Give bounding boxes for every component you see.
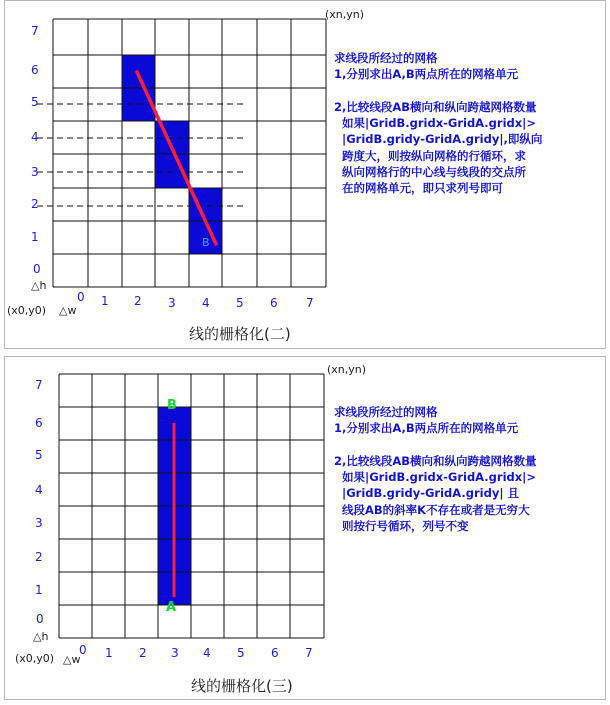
- desc-line: 2,比较线段AB横向和纵向跨越网格数量: [334, 99, 537, 114]
- x-tick-label: 7: [306, 296, 314, 310]
- point-b-label: B: [202, 236, 210, 249]
- description-text: [334, 50, 542, 197]
- y-tick-label: 2: [31, 197, 39, 211]
- y-tick-label: 5: [35, 448, 43, 462]
- delta-w-label: △w: [63, 653, 81, 666]
- x-tick-label: 0: [79, 643, 87, 657]
- desc-line: 求线段所经过的网格: [334, 405, 438, 419]
- desc-line: 线段AB的斜率K不存在或者是无穷大: [334, 502, 530, 517]
- x-tick-label: 1: [105, 646, 113, 660]
- point-b-label: B: [167, 398, 177, 413]
- y-tick-label: 2: [35, 550, 43, 564]
- grid-lines: [53, 19, 326, 287]
- y-tick-label: 3: [31, 165, 39, 179]
- y-tick-label: 3: [35, 516, 43, 530]
- desc-line: 1,分别求出A,B两点所在的网格单元: [334, 67, 519, 82]
- delta-h-label: △h: [33, 630, 49, 643]
- desc-line: 在的网格单元，即只求列号即可: [334, 181, 504, 196]
- x-tick-label: 3: [168, 296, 176, 310]
- desc-line: 跨度大，则按纵向网格的行循环，求: [334, 148, 527, 163]
- caption: 线的栅格化(二): [189, 325, 291, 343]
- x-tick-label: 5: [237, 646, 245, 660]
- y-tick-label: 4: [31, 130, 39, 144]
- desc-line: |GridB.gridy-GridA.gridy|,即纵向: [334, 132, 543, 147]
- desc-line: 如果|GridB.gridx-GridA.gridx|>: [334, 470, 536, 485]
- desc-line: 则按行号循环，列号不变: [334, 519, 469, 534]
- y-tick-label: 0: [36, 612, 44, 626]
- corner-label: (xn,yn): [327, 363, 367, 376]
- x-tick-label: 6: [270, 296, 278, 310]
- desc-line: 如果|GridB.gridx-GridA.gridx|>: [334, 116, 536, 131]
- desc-line: 求线段所经过的网格: [334, 51, 438, 65]
- x-tick-label: 0: [77, 290, 85, 304]
- x-tick-label: 2: [134, 294, 142, 308]
- x-tick-label: 1: [101, 294, 109, 308]
- corner-label: (xn,yn): [325, 8, 365, 21]
- x-tick-label: 3: [171, 646, 179, 660]
- desc-line: 1,分别求出A,B两点所在的网格单元: [334, 421, 519, 436]
- desc-line: 2,比较线段AB横向和纵向跨越网格数量: [334, 453, 537, 468]
- panel-rasterization-2: [4, 0, 606, 349]
- y-tick-label: 6: [35, 416, 43, 430]
- description-text: [334, 404, 537, 534]
- x-tick-label: 2: [139, 646, 147, 660]
- origin-label: (x0,y0): [15, 652, 55, 665]
- y-tick-label: 7: [31, 24, 39, 38]
- y-tick-label: 1: [31, 230, 39, 244]
- y-tick-label: 5: [31, 95, 39, 109]
- y-tick-label: 7: [35, 378, 43, 392]
- delta-w-label: △w: [59, 304, 77, 317]
- segment-ab: [137, 72, 216, 244]
- desc-line: [334, 83, 542, 99]
- y-tick-label: 4: [35, 483, 43, 497]
- desc-line: [334, 437, 537, 453]
- caption: 线的栅格化(三): [191, 677, 293, 695]
- x-tick-label: 4: [202, 296, 210, 310]
- grid-lines: [59, 374, 324, 638]
- x-tick-label: 6: [271, 646, 279, 660]
- x-tick-label: 5: [236, 296, 244, 310]
- desc-line: |GridB.gridy-GridA.gridy| 且: [334, 486, 520, 501]
- x-tick-label: 4: [203, 646, 211, 660]
- x-tick-label: 7: [305, 646, 313, 660]
- panel-rasterization-3: [4, 356, 606, 700]
- y-tick-label: 6: [31, 63, 39, 77]
- y-tick-label: 0: [33, 262, 41, 276]
- point-a-label: A: [166, 600, 177, 615]
- delta-h-label: △h: [31, 279, 47, 292]
- origin-label: (x0,y0): [7, 304, 47, 317]
- y-tick-label: 1: [35, 583, 43, 597]
- desc-line: 纵向网格行的中心线与线段的交点所: [334, 165, 527, 180]
